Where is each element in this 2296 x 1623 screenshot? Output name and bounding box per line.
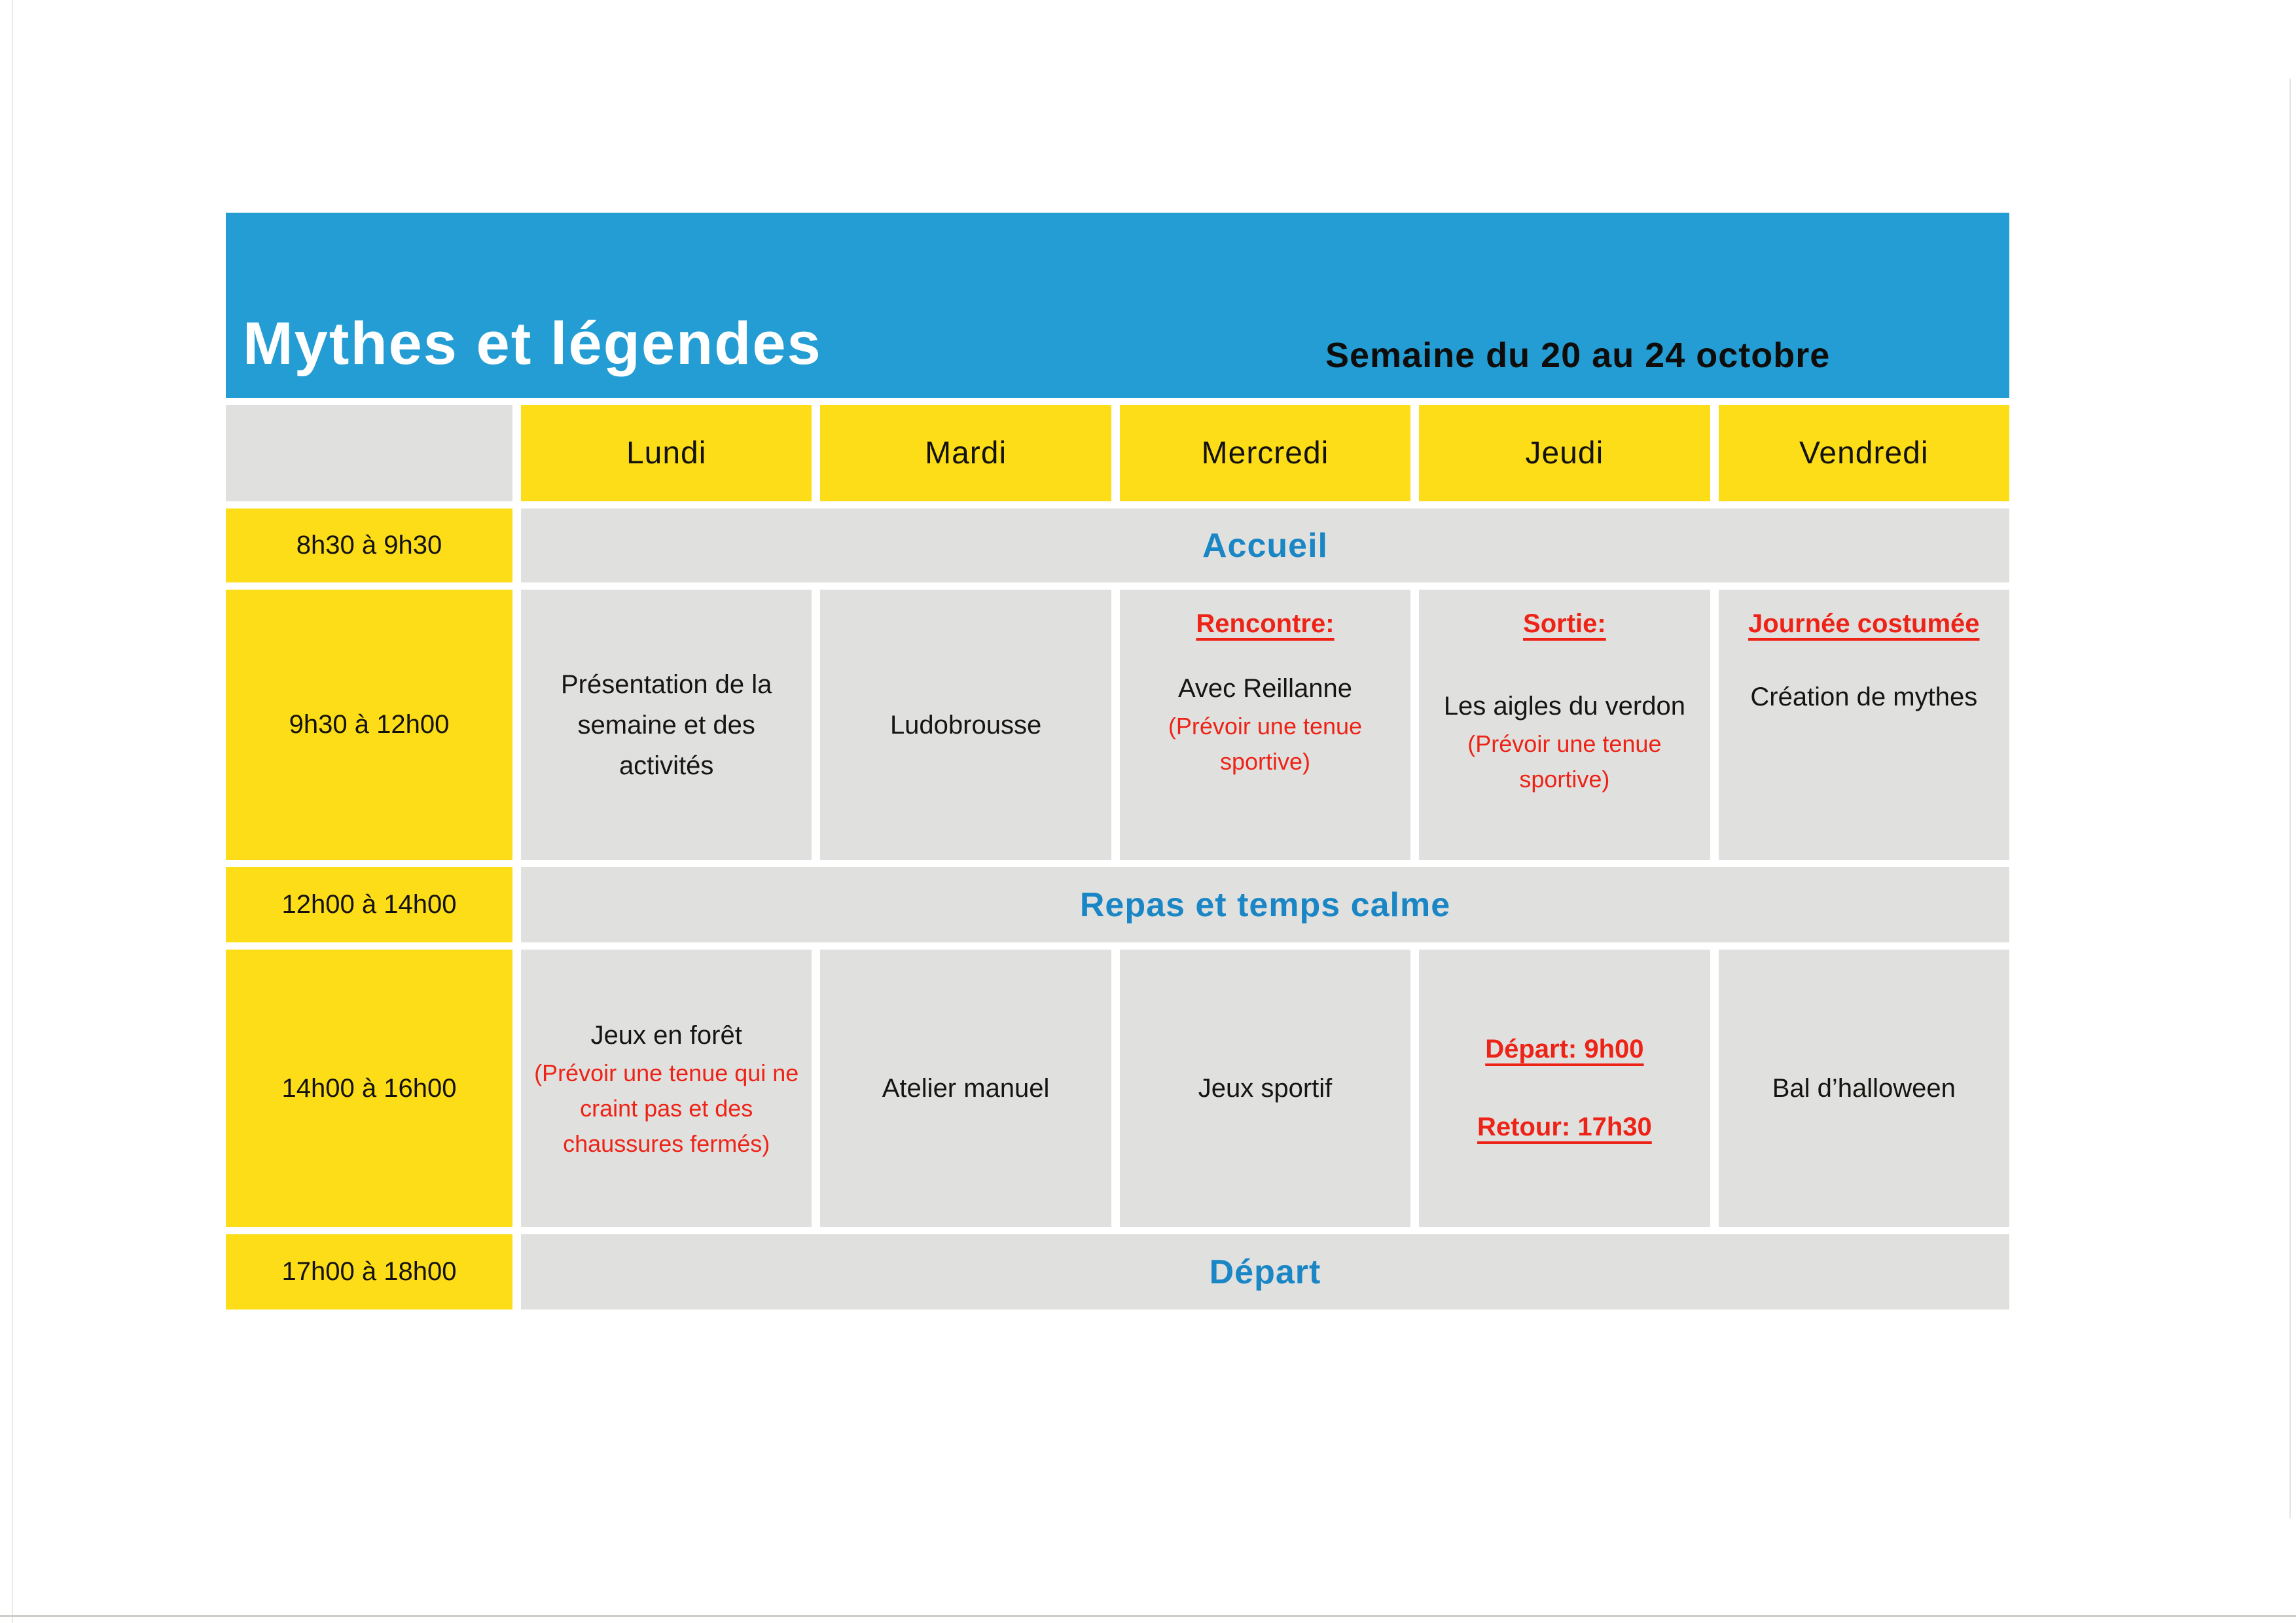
activity-heading: Retour: 17h30 [1477,1113,1652,1141]
cell-vendredi-afternoon [1719,950,2009,1227]
day-header-mercredi [1120,405,1410,501]
cell-mardi-afternoon [820,950,1111,1227]
cell-jeudi-afternoon [1419,950,1710,1227]
day-label: Jeudi [1525,436,1604,471]
cell-lundi-morning [521,590,812,860]
activity-heading: Rencontre: [1196,609,1335,638]
activity-text: Ludobrousse [889,710,1042,740]
day-header-jeudi [1419,405,1710,501]
activity-text: Les aigles du verdon [1443,692,1685,721]
schedule-table [226,213,2009,1310]
time-cell-1700-1800 [226,1234,512,1310]
time-cell-1400-1600 [226,950,512,1227]
time-label: 8h30 à 9h30 [296,531,442,560]
day-label: Mercredi [1201,436,1329,471]
time-label: 9h30 à 12h00 [289,710,450,739]
activity-text: Bal d’halloween [1772,1074,1956,1103]
day-label: Mardi [925,436,1007,471]
depart-label: Départ [1209,1253,1321,1291]
activity-text: Présentation de la semaine et des activités [560,669,772,780]
cell-jeudi-morning [1419,590,1710,860]
activity-heading: Départ: 9h00 [1485,1035,1644,1063]
accueil-label: Accueil [1202,526,1328,565]
activity-text: Avec Reillanne [1177,673,1353,703]
week-subtitle: Semaine du 20 au 24 octobre [1325,336,1831,375]
time-cell-0830-0930 [226,508,512,582]
scan-edge-bottom [0,1615,2296,1617]
activity-heading: Sortie: [1523,609,1606,638]
time-label: 14h00 à 16h00 [281,1073,457,1103]
time-label: 17h00 à 18h00 [281,1257,457,1286]
activity-text: Jeux sportif [1198,1074,1333,1103]
cell-mardi-morning [820,590,1111,860]
repas-label: Repas et temps calme [1079,885,1451,924]
page-title: Mythes et légendes [243,310,822,377]
time-label: 12h00 à 14h00 [281,890,457,919]
row-accueil [521,508,2009,582]
cell-lundi-afternoon [521,950,812,1227]
row-repas [521,867,2009,942]
scan-edge-left [12,0,13,1623]
activity-text: Atelier manuel [882,1074,1050,1103]
day-header-lundi [521,405,812,501]
cell-mercredi-afternoon [1120,950,1410,1227]
header-banner [226,213,2009,398]
activity-note: (Prévoir une tenue sportive) [1467,730,1662,793]
activity-note: (Prévoir une tenue sportive) [1168,712,1363,775]
activity-text: Jeux en forêt [590,1021,742,1050]
time-cell-1200-1400 [226,867,512,942]
activity-heading: Journée costumée [1748,609,1980,638]
cell-mercredi-morning [1120,590,1410,860]
cell-vendredi-morning [1719,590,2009,860]
day-label: Vendredi [1799,436,1929,471]
activity-text: Création de mythes [1750,683,1978,712]
activity-note: (Prévoir une tenue qui ne craint pas et des chaussures fermés) [534,1060,799,1157]
row-depart [521,1234,2009,1310]
day-header-vendredi [1719,405,2009,501]
time-cell-0930-1200 [226,590,512,860]
corner-cell [226,405,512,501]
day-header-mardi [820,405,1111,501]
scan-edge-right [2289,79,2291,1518]
day-label: Lundi [626,436,707,471]
